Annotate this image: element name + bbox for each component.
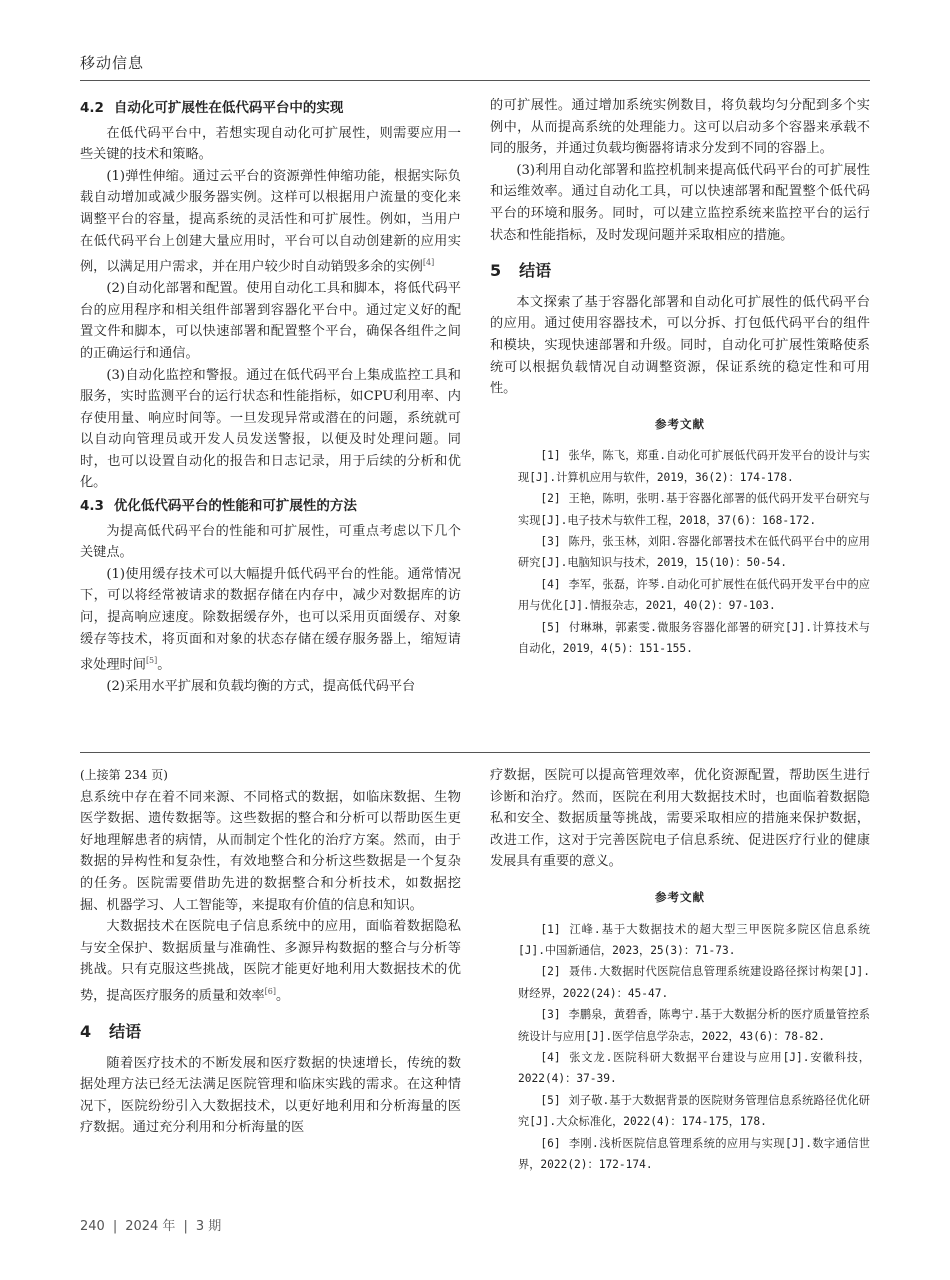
paragraph: 本文探索了基于容器化部署和自动化可扩展性的低代码平台的应用。通过使用容器技术，可以分拆、打包低代码平台的组件和模块，实现快速部署和升级。同时，自动化可扩展性策略使系统可以根据负载情况自动调整资源，保证系统的稳定性和可用性。: [490, 294, 870, 397]
reference-number: [3]: [540, 1008, 561, 1022]
reference-text: 王艳，陈明，张明.基于容器化部署的低代码开发平台研究与实现[J].电子技术与软件工程，2018，37(6)：168-172.: [518, 492, 870, 527]
citation: [6]: [264, 986, 276, 996]
reference-number: [3]: [540, 534, 561, 548]
reference-text: 李军，张磊，许琴.自动化可扩展性在低代码开发平台中的应用与优化[J].情报杂志，2021，40(2)：97-103.: [518, 577, 870, 613]
page-number: 240: [80, 1219, 105, 1234]
reference-item: [490, 919, 870, 962]
reference-number: [4]: [540, 577, 561, 591]
references-heading: 参考文献: [655, 889, 705, 904]
paragraph: 随着医疗技术的不断发展和医疗数据的快速增长，传统的数据处理方法已经无法满足医院管理和临床实践的需求。在这种情况下，医院纷纷引入大数据技术，以更好地利用和分析海量的医疗数据。通过充分利用和分析海量的医: [80, 1055, 461, 1136]
top-right-column: [490, 95, 870, 659]
paragraph: 为提高低代码平台的性能和可扩展性，可重点考虑以下几个关键点。: [80, 523, 461, 561]
reference-number: [2]: [540, 965, 561, 979]
section-5-heading: 5 结语: [490, 261, 552, 281]
bottom-left-column: [80, 765, 461, 1139]
section-4-3-heading: 4.3 优化低代码平台的性能和可扩展性的方法: [80, 498, 357, 515]
reference-item: [490, 531, 870, 574]
reference-text: 张华，陈飞，郑重.自动化可扩展低代码开发平台的设计与实现[J].计算机应用与软件，2019，36(2)：174-178.: [518, 449, 870, 484]
reference-text: 江峰.基于大数据技术的超大型三甲医院多院区信息系统[J].中国新通信，2023，25(3)：71-73.: [518, 922, 870, 957]
reference-text: 聂伟.大数据时代医院信息管理系统建设路径探讨构架[J].财经界，2022(24)：45-47.: [518, 965, 870, 1000]
paragraph: 在低代码平台中，若想实现自动化可扩展性，则需要应用一些关键的技术和策略。: [80, 125, 461, 163]
reference-text: 付琳琳，郭素雯.微服务容器化部署的研究[J].计算技术与自动化，2019，4(5)：151-155.: [518, 620, 870, 655]
reference-number: [6]: [540, 1136, 561, 1150]
issue: 3 期: [195, 1219, 222, 1234]
reference-number: [4]: [540, 1051, 561, 1064]
paragraph: 大数据技术在医院电子信息系统中的应用，面临着数据隐私与安全保护、数据质量与准确性、多源异构数据的整合与分析等挑战。只有克服这些挑战，医院才能更好地利用大数据技术的优势，提高医疗服务的质量和效率[6]。: [80, 919, 461, 1004]
reference-number: [1]: [540, 922, 561, 936]
mid-rule: [80, 752, 870, 753]
paragraph: (3)利用自动化部署和监控机制来提高低代码平台的可扩展性和运维效率。通过自动化工具，可以快速部署和配置整个低代码平台的环境和服务。同时，可以建立监控系统来监控平台的运行状态和性能指标，及时发现问题并采取相应的措施。: [490, 162, 870, 243]
reference-item: [490, 961, 870, 1004]
paragraph: (1)使用缓存技术可以大幅提升低代码平台的性能。通常情况下，可以将经常被请求的数据存储在内存中，减少对数据库的访问，提高响应速度。除数据缓存外，也可以采用页面缓存、对象缓存等技术，将页面和对象的状态存储在缓存服务器上，缩短请求处理时间[5]。: [80, 566, 461, 673]
citation: [5]: [145, 656, 158, 666]
reference-text: 张文龙.医院科研大数据平台建设与应用[J].安徽科技，2022(4)：37-39.: [518, 1051, 870, 1086]
citation: [4]: [422, 258, 435, 268]
reference-item: [490, 488, 870, 531]
journal-title: 移动信息: [80, 54, 145, 72]
paragraph: (3)自动化监控和警报。通过在低代码平台上集成监控工具和服务，实时监测平台的运行状态和性能指标，如CPU利用率、内存使用量、响应时间等。一旦发现异常或潜在的问题，系统就可以自动向管理员或开发人员发送警报，以便及时处理问题。同时，也可以设置自动化的报告和日志记录，用于后续的分析和优化。: [80, 367, 461, 491]
continued-note: (上接第 234 页): [80, 768, 168, 782]
reference-item: [490, 1090, 870, 1133]
reference-number: [1]: [540, 449, 561, 463]
references-heading: 参考文献: [655, 416, 705, 431]
reference-item: [490, 617, 870, 660]
reference-item: [490, 445, 870, 488]
reference-number: [5]: [540, 620, 561, 634]
paragraph: 的可扩展性。通过增加系统实例数目，将负载均匀分配到多个实例中，从而提高系统的处理能力。这可以启动多个容器来承载不同的服务，并通过负载均衡器将请求分发到不同的容器上。: [490, 98, 870, 157]
bottom-right-column: [490, 765, 870, 1175]
section-4-2-heading: 4.2 自动化可扩展性在低代码平台中的实现: [80, 100, 344, 116]
reference-text: 陈丹，张玉林，刘阳.容器化部署技术在低代码平台中的应用研究[J].电脑知识与技术，2019，15(10)：50-54.: [518, 534, 870, 570]
paragraph: 息系统中存在着不同来源、不同格式的数据，如临床数据、生物医学数据、遗传数据等。这些数据的整合和分析可以帮助医生更好地理解患者的病情，从而制定个性化的治疗方案。然而，由于数据的异构性和复杂性，有效地整合和分析这些数据是一个复杂的任务。医院需要借助先进的数据整合和分析技术，如数据挖掘、机器学习、人工智能等，来提取有价值的信息和知识。: [80, 789, 461, 913]
reference-item: [490, 1047, 870, 1090]
reference-text: 李刚.浅析医院信息管理系统的应用与实现[J].数字通信世界，2022(2)：172-174.: [518, 1136, 870, 1172]
header-rule: [80, 80, 870, 81]
section-4-heading: 4 结语: [80, 1021, 142, 1041]
reference-item: [490, 1133, 870, 1176]
top-left-column: [80, 98, 461, 698]
reference-number: [5]: [540, 1093, 561, 1107]
paragraph: 疗数据，医院可以提高管理效率，优化资源配置，帮助医生进行诊断和治疗。然而，医院在利用大数据技术时，也面临着数据隐私和安全、数据质量等挑战，需要采取相应的措施来保护数据，改进工作，这对于完善医院电子信息系统、促进医疗行业的健康发展具有重要的意义。: [490, 768, 870, 870]
reference-text: 李鹏泉，黄碧香，陈粤宁.基于大数据分析的医疗质量管控系统设计与应用[J].医学信息学杂志，2022，43(6)：78-82.: [518, 1008, 870, 1043]
paragraph: (1)弹性伸缩。通过云平台的资源弹性伸缩功能，根据实际负载自动增加或减少服务器实例。这样可以根据用户流量的变化来调整平台的容量，提高系统的灵活性和可扩展性。例如，当用户在低代码平台上创建大量应用时，平台可以自动创建新的应用实例，以满足用户需求，并在用户较少时自动销毁多余的实例[4]: [80, 168, 461, 275]
paragraph: (2)采用水平扩展和负载均衡的方式，提高低代码平台: [106, 679, 416, 695]
paragraph: (2)自动化部署和配置。使用自动化工具和脚本，将低代码平台的应用程序和相关组件部署到容器化平台中。通过定义好的配置文件和脚本，可以快速部署和配置整个平台，确保各组件之间的正确运行和通信。: [80, 281, 461, 361]
reference-number: [2]: [540, 492, 561, 506]
reference-item: [490, 1004, 870, 1047]
year: 2024 年: [125, 1219, 176, 1234]
page-footer: 240 | 2024 年 | 3 期: [80, 1219, 222, 1234]
reference-item: [490, 574, 870, 617]
reference-text: 刘子敬.基于大数据背景的医院财务管理信息系统路径优化研究[J].大众标准化，2022(4)：174-175，178.: [518, 1093, 870, 1129]
